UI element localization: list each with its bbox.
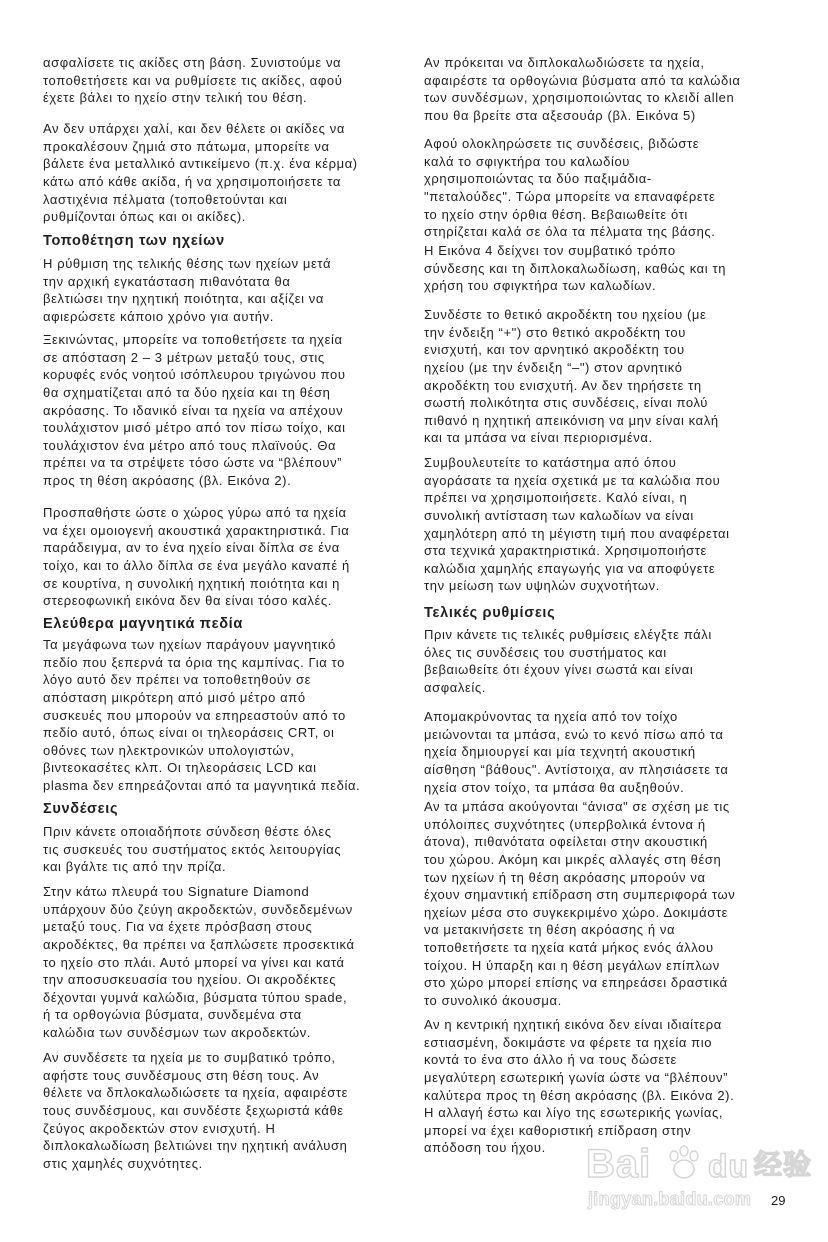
paragraph xyxy=(424,306,719,447)
text-line: "πεταλούδες". Τώρα μπορείτε να επαναφέρετε xyxy=(424,188,716,204)
text-line: βεβαιωθείτε ότι έχουν γίνει σωστά και είναι xyxy=(424,662,694,678)
text-line: Αφού ολοκληρώσετε τις συνδέσεις, βιδώστε xyxy=(424,136,700,152)
text-line: Πριν κάνετε οποιαδήποτε σύνδεση θέστε όλες xyxy=(43,824,332,840)
text-line: απόσταση μικρότερη από μισό μέτρο από xyxy=(43,689,306,705)
text-line: μεταξύ τους. Για να έχετε πρόσβαση στους xyxy=(43,919,313,935)
paragraph xyxy=(43,883,355,1041)
text-line: Η ρύθμιση της τελικής θέσης των ηχείων μετά xyxy=(43,256,332,272)
text-line: πρέπει να χρησιμοποιήσετε. Καλό είναι, η xyxy=(424,490,688,506)
text-line: τοίχο, και το άλλο δίπλα σε ένα μεγάλο καναπέ ή xyxy=(43,557,350,573)
section-heading xyxy=(43,231,225,251)
text-line: καλώδια των συνδέσμων των ακροδεκτών. xyxy=(43,1024,312,1040)
text-line: βελτιώσει την ηχητική ποιότητα, και αξίζει να xyxy=(43,291,325,307)
text-line: άτονα), πιθανότατα οφείλεται στην ακουστική xyxy=(424,834,708,850)
text-line: στο χώρο μπορεί επίσης να επηρεάσει δραστικά xyxy=(424,975,728,991)
text-line: Ξεκινώντας, μπορείτε να τοποθετήσετε τα ηχεία xyxy=(43,332,343,348)
left-column xyxy=(43,0,423,1242)
text-line: προκαλέσουν ζημιά στο πάτωμα, μπορείτε να xyxy=(43,138,330,154)
text-line: σε απόσταση 2 – 3 μέτρων μεταξύ τους, στις xyxy=(43,349,325,365)
text-line: υπόλοιπες συχνότητες (υπερβολικά έντονα ή xyxy=(424,816,706,832)
text-line: στα τεχνικά χαρακτηριστικά. Χρησιμοποιήστε xyxy=(424,543,707,559)
text-line: θα σχηματίζεται από τα δύο ηχεία και τη θέση xyxy=(43,384,331,400)
text-line: δέχονται γυμνά καλώδια, βύσματα τύπου spade, xyxy=(43,989,348,1005)
text-line: συσκευές που μπορούν να επηρεαστούν από το xyxy=(43,707,346,723)
text-line: τους συνδέσμους, και συνδέστε ξεχωριστά κάθε xyxy=(43,1102,344,1118)
text-line: ηχείων μέσα στο συγκεκριμένο χώρο. Δοκιμάστε xyxy=(424,904,729,920)
text-line: ηχεία στον τοίχο, τα μπάσα θα αυξηθούν. xyxy=(424,779,685,795)
text-line: την μείωση των υψηλών συχνοτήτων. xyxy=(424,578,660,594)
text-line: λόγο αυτό δεν πρέπει να τοποθετηθούν σε xyxy=(43,672,311,688)
text-line: όλες τις συνδέσεις του συστήματος και xyxy=(424,644,667,660)
text-line: στηρίζεται καλά σε όλα τα πέλματα της βάσης. xyxy=(424,224,716,240)
text-line: χαμηλότερη από τη μέγιστη τιμή που αναφέρεται xyxy=(424,525,730,541)
text-line: Πριν κάνετε τις τελικές ρυθμίσεις ελέγξτε πάλι xyxy=(424,627,712,643)
text-line: έχετε βάλει το ηχείο στην τελική του θέση. xyxy=(43,90,308,106)
text-line: Αν συνδέσετε τα ηχεία με το συμβατικό τρόπο, xyxy=(43,1050,336,1066)
text-line: χρήση του σφιγκτήρα των καλωδίων. xyxy=(424,278,657,294)
text-line: σύνδεσης και τη διπλοκαλωδίωση, καθώς και τη xyxy=(424,260,727,276)
text-line: εστιασμένη, δοκιμάστε να φέρετε τα ηχεία πιο xyxy=(424,1034,713,1050)
text-line: ηχείου (με την ένδειξη “–") στον αρνητικό xyxy=(424,359,683,375)
text-line: που θα βρείτε στα αξεσουάρ (βλ. Εικόνα 5) xyxy=(424,107,696,123)
text-line: των ηχείων ή τη θέση ακρόασης μπορούν να xyxy=(424,869,706,885)
text-line: πεδίο αυτό, όπως είναι οι τηλεοράσεις CRT, οι xyxy=(43,725,335,741)
text-line: plasma δεν επηρεάζονται από τα μαγνητικά πεδία. xyxy=(43,777,361,793)
text-line: του χώρου. Ακόμη και μικρές αλλαγές στη θέση xyxy=(424,851,722,867)
text-line: καλώδια χαμηλής επαγωγής για να αποφύγετε xyxy=(424,560,716,576)
text-line: αγοράσατε τα ηχεία σχετικά με τα καλώδια που xyxy=(424,472,721,488)
text-line: Συμβουλευτείτε το κατάστημα από όπου xyxy=(424,455,677,471)
text-line: τοποθετήσετε τα ηχεία κατά μήκος ενός άλλου xyxy=(424,939,714,955)
paragraph xyxy=(43,636,360,794)
text-line: βάλετε ένα μεταλλικό αντικείμενο (π.χ. ένα κέρμα) xyxy=(43,156,358,172)
watermark-brand-cn: 经验 xyxy=(754,1149,813,1180)
text-line: πιθανό η ηχητική απεικόνιση να μην είναι καλή xyxy=(424,412,719,428)
text-line: χρησιμοποιώντας τα δύο παξιμάδια- xyxy=(424,171,652,187)
text-line: κάτω από κάθε ακίδα, ή να χρησιμοποιήσετε τα xyxy=(43,173,341,189)
text-line: ασφαλείς. xyxy=(424,679,486,695)
text-line: προς τη θέση ακρόασης (βλ. Εικόνα 2). xyxy=(43,472,292,488)
paragraph xyxy=(424,242,726,295)
section-heading xyxy=(424,603,555,623)
text-line: Συνδέστε το θετικό ακροδέκτη του ηχείου (με xyxy=(424,307,707,323)
paragraph xyxy=(424,135,716,241)
paragraph xyxy=(43,1049,348,1172)
text-line: μειώνονται τα μπάσα, ενώ το κενό πίσω από τα xyxy=(424,726,724,742)
text-line: ασφαλίσετε τις ακίδες στη βάση. Συνιστούμε να xyxy=(43,55,342,71)
text-line: στερεοφωνική εικόνα δεν θα είναι τόσο καλές. xyxy=(43,593,332,609)
text-line: τοίχου. Η ύπαρξη και η θέση μεγάλων επίπλων xyxy=(424,957,720,973)
paragraph xyxy=(43,120,358,226)
text-line: Τα μεγάφωνα των ηχείων παράγουν μαγνητικό xyxy=(43,637,336,653)
paragraph xyxy=(43,823,341,876)
text-line: Προσπαθήστε ώστε ο χώρος γύρω από τα ηχεία xyxy=(43,505,347,521)
paragraph xyxy=(43,331,346,489)
text-line: τουλάχιστον μισό μέτρο από τον πίσω τοίχο, και xyxy=(43,420,346,436)
text-line: το συνολικό άκουσμα. xyxy=(424,992,562,1008)
text-line: οθόνες των ηλεκτρονικών υπολογιστών, xyxy=(43,742,295,758)
paragraph xyxy=(424,626,712,696)
text-line: τοποθετήσετε και να ρυθμίσετε τις ακίδες, αφού xyxy=(43,72,343,88)
paragraph xyxy=(424,54,741,124)
text-line: θέλετε να δπλοκαλωδιώσετε τα ηχεία, αφαιρέστε xyxy=(43,1085,349,1101)
heading-text: Συνδέσεις xyxy=(43,801,119,817)
text-line: ακρόασης. Το ιδανικό είναι τα ηχεία να απέχουν xyxy=(43,402,344,418)
text-line: καλύτερα προς τη θέση ακρόασης (βλ. Εικόνα 2). xyxy=(424,1087,735,1103)
text-line: ρυθμίζονται όπως και οι ακίδες). xyxy=(43,209,246,225)
heading-text: Ελεύθερα μαγνητικά πεδία xyxy=(43,616,244,632)
text-line: απόδοση του ήχου. xyxy=(424,1140,546,1156)
text-line: ενισχυτή, και τον αρνητικό ακροδέκτη του xyxy=(424,342,685,358)
paragraph xyxy=(424,1016,734,1157)
text-line: διπλοκαλωδίωση βελτιώνει την ηχητική ανάλυση xyxy=(43,1138,348,1154)
paragraph xyxy=(424,798,735,1009)
paragraph xyxy=(43,54,342,107)
text-line: πρέπει να τα στρέψετε τόσο ώστε να “βλέπουν” xyxy=(43,455,343,471)
text-line: λαστιχένια πέλματα (τοποθετούνται και xyxy=(43,191,288,207)
text-line: υπάρχουν δύο ζεύγη ακροδεκτών, συνδεδεμένων xyxy=(43,901,353,917)
section-heading xyxy=(43,799,118,819)
text-line: στις χαμηλές συχνότητες. xyxy=(43,1155,203,1171)
text-line: ακροδέκτη του ενισχυτή. Αν δεν τηρήσετε τη xyxy=(424,377,702,393)
paragraph xyxy=(43,504,350,610)
text-line: συνολική αντίσταση των καλωδίων να είναι xyxy=(424,507,694,523)
text-line: Η αλλαγή έστω και λίγο της εσωτερικής γωνίας, xyxy=(424,1105,724,1121)
text-line: αφιερώσετε κάποιο χρόνο για αυτήν. xyxy=(43,308,274,324)
text-line: τουλάχιστον ένα μέτρο από τους πλαϊνούς. Θα xyxy=(43,437,337,453)
text-line: την αρχική εγκατάσταση πιθανότατα θα xyxy=(43,273,291,289)
watermark-brand-left: Bai xyxy=(586,1142,652,1186)
text-line: έχουν σημαντική επίδραση στη συμπεριφορά των xyxy=(424,887,736,903)
text-line: των συνδέσμων, χρησιμοποιώντας το κλειδί allen xyxy=(424,90,735,106)
text-line: ή τα ορθογώνια βύσματα, συνδεμένα στα xyxy=(43,1007,302,1023)
text-line: ακροδέκτες, θα πρέπει να ξαπλώσετε προσεκτικά xyxy=(43,936,355,952)
text-line: ζεύγος ακροδεκτών στον ενισχυτή. Η xyxy=(43,1120,276,1136)
right-column xyxy=(424,0,804,1242)
text-line: πεδίο που ξεπερνά τα όρια της καμπίνας. Για το xyxy=(43,654,345,670)
text-line: κορυφές ενός νοητού ισόπλευρου τριγώνου που xyxy=(43,367,346,383)
paragraph xyxy=(424,454,730,595)
text-line: Αν πρόκειται να διπλοκαλωδιώσετε τα ηχεία, xyxy=(424,55,705,71)
text-line: τις συσκευές του συστήματος εκτός λειτουργίας xyxy=(43,841,342,857)
text-line: το ηχείο στο πλάι. Αυτό μπορεί να γίνει και κατά xyxy=(43,954,345,970)
paragraph xyxy=(43,255,331,325)
text-line: την αποσυσκευασία του ηχείου. Οι ακροδέκτες xyxy=(43,972,337,988)
text-line: Η Εικόνα 4 δείχνει τον συμβατικό τρόπο xyxy=(424,243,676,259)
text-line: και βγάλτε τις από την πρίζα. xyxy=(43,859,227,875)
text-line: και τα μπάσα να είναι περιορισμένα. xyxy=(424,430,653,446)
text-line: ηχεία δημιουργεί και μία τεχνητή ακουστική xyxy=(424,744,696,760)
text-line: Αν τα μπάσα ακούγονται “άνισα" σε σχέση με τις xyxy=(424,799,730,815)
text-line: να έχει ομοιογενή ακουστικά χαρακτηριστικά. Για xyxy=(43,522,350,538)
text-line: μπορεί να έχει καθοριστική επίδραση στην xyxy=(424,1122,692,1138)
text-line: την ένδειξη “+") στο θετικό ακροδέκτη του xyxy=(424,324,686,340)
watermark-brand-right: du xyxy=(708,1148,750,1184)
text-line: παράδειγμα, αν το ένα ηχείο είναι δίπλα σε ένα xyxy=(43,540,340,556)
text-line: Απομακρύνοντας τα ηχεία από τον τοίχο xyxy=(424,709,678,725)
text-line: καλά το σφιγκτήρα του καλωδίου xyxy=(424,153,630,169)
text-line: Στην κάτω πλευρά του Signature Diamond xyxy=(43,884,310,900)
text-line: Αν δεν υπάρχει χαλί, και δεν θέλετε οι ακίδες να xyxy=(43,121,345,137)
text-line: βιντεοκασέτες κλπ. Οι τηλεοράσεις LCD και xyxy=(43,760,317,776)
text-line: μεγαλύτερη εσωτερική γωνία ώστε να “βλέπουν” xyxy=(424,1069,729,1085)
text-line: κοντά το ένα στο άλλο ή να τους δώσετε xyxy=(424,1052,677,1068)
text-line: σε κουρτίνα, η συνολική ηχητική ποιότητα και η xyxy=(43,575,341,591)
text-line: αφαιρέστε τα ορθογώνια βύσματα από τα καλώδια xyxy=(424,72,741,88)
paragraph xyxy=(424,708,728,796)
watermark-url: jingyan.baidu.com xyxy=(588,1189,752,1209)
heading-text: Τοποθέτηση των ηχείων xyxy=(43,233,225,249)
text-line: Αν η κεντρική ηχητική εικόνα δεν είναι ιδιαίτερα xyxy=(424,1017,722,1033)
page-number: 29 xyxy=(771,1193,786,1208)
heading-text: Τελικές ρυθμίσεις xyxy=(424,605,556,621)
text-line: αφήστε τους συνδέσμους στη θέση τους. Αν xyxy=(43,1067,320,1083)
text-line: το ηχείο στην όρθια θέση. Βεβαιωθείτε ότι xyxy=(424,206,688,222)
text-line: αίσθηση “βάθους". Αντίστοιχα, αν πλησιάσετε τα xyxy=(424,761,729,777)
text-line: να μετακινήσετε τη θέση ακρόασης ή να xyxy=(424,922,676,938)
text-line: σωστή πολικότητα στις συνδέσεις, είναι πολύ xyxy=(424,395,709,411)
section-heading xyxy=(43,614,243,634)
